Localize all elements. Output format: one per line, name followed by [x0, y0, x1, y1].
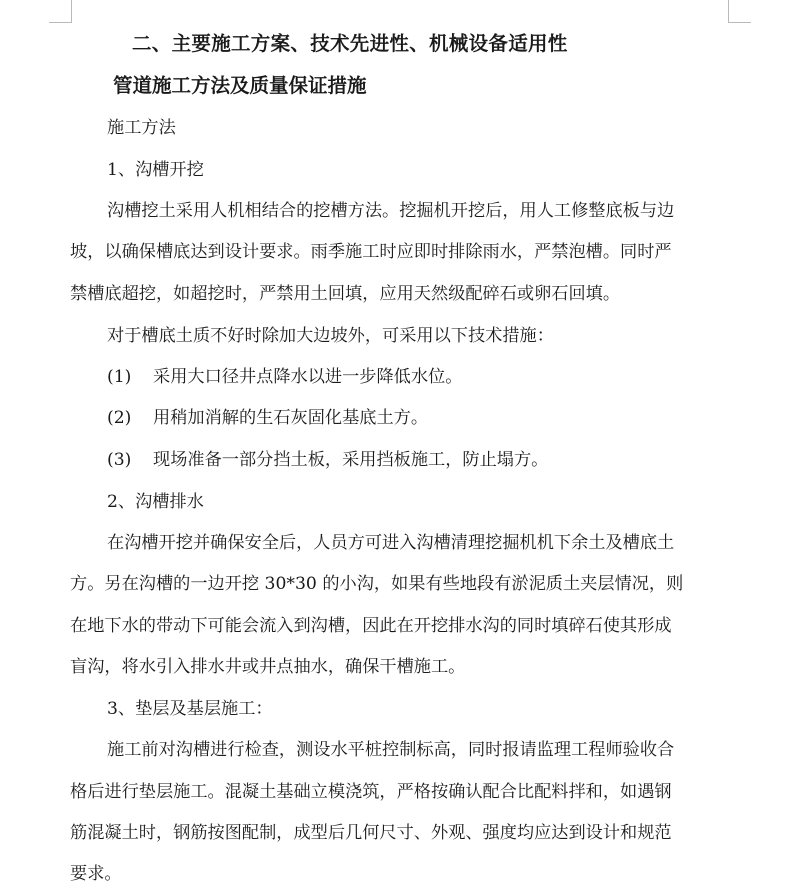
- section-1-para-1-line-2: 坡，以确保槽底达到设计要求。雨季施工时应即时排除雨水，严禁泡槽。同时严: [70, 242, 672, 262]
- section-1-para-1-line-1: 沟槽挖土采用人机相结合的挖槽方法。挖掘机开挖后，用人工修整底板与边: [107, 201, 675, 221]
- section-label: 施工方法: [107, 118, 176, 138]
- list-item-text: 用稍加消解的生石灰固化基底土方。: [153, 408, 429, 428]
- list-item-text: 现场准备一部分挡土板，采用挡板施工，防止塌方。: [153, 450, 549, 470]
- page-corner-mark-left: [49, 0, 72, 23]
- section-3-para-line-2: 格后进行垫层施工。混凝土基础立模浇筑，严格按确认配合比配料拌和，如遇钢: [70, 782, 672, 802]
- list-item: [107, 448, 548, 472]
- section-2-para-line-3: 在地下水的带动下可能会流入到沟槽，因此在开挖排水沟的同时填碎石使其形成: [70, 616, 672, 636]
- list-item-marker: (1): [107, 367, 132, 387]
- page-corner-mark-right: [728, 0, 751, 23]
- list-item-marker: (2): [107, 408, 132, 428]
- section-3-para-line-4: 要求。: [70, 864, 122, 884]
- list-item: [107, 365, 462, 389]
- list-item: [107, 406, 428, 430]
- section-2-title: 2、沟槽排水: [107, 492, 204, 512]
- section-1-title: 1、沟槽开挖: [107, 160, 204, 180]
- section-3-para-line-3: 筋混凝土时，钢筋按图配制，成型后几何尺寸、外观、强度均应达到设计和规范: [70, 823, 672, 843]
- section-1-para-2: 对于槽底土质不好时除加大边坡外，可采用以下技术措施：: [107, 326, 554, 346]
- list-item-marker: (3): [107, 450, 132, 470]
- section-2-para-line-1: 在沟槽开挖并确保安全后，人员方可进入沟槽清理挖掘机机下余土及槽底土: [107, 533, 675, 553]
- heading-main-title: 二、主要施工方案、技术先进性、机械设备适用性: [132, 32, 568, 55]
- section-3-para-line-1: 施工前对沟槽进行检查，测设水平桩控制标高，同时报请监理工程师验收合: [107, 740, 675, 760]
- section-3-title: 3、垫层及基层施工：: [107, 699, 273, 719]
- section-1-para-1-line-3: 禁槽底超挖，如超挖时，严禁用土回填，应用天然级配碎石或卵石回填。: [70, 284, 621, 304]
- heading-subtitle: 管道施工方法及质量保证措施: [113, 74, 367, 97]
- section-2-para-line-2: 方。另在沟槽的一边开挖 30*30 的小沟，如果有些地段有淤泥质土夹层情况，则: [70, 574, 684, 594]
- list-item-text: 采用大口径井点降水以进一步降低水位。: [153, 367, 463, 387]
- section-2-para-line-4: 盲沟，将水引入排水井或井点抽水，确保干槽施工。: [70, 657, 466, 677]
